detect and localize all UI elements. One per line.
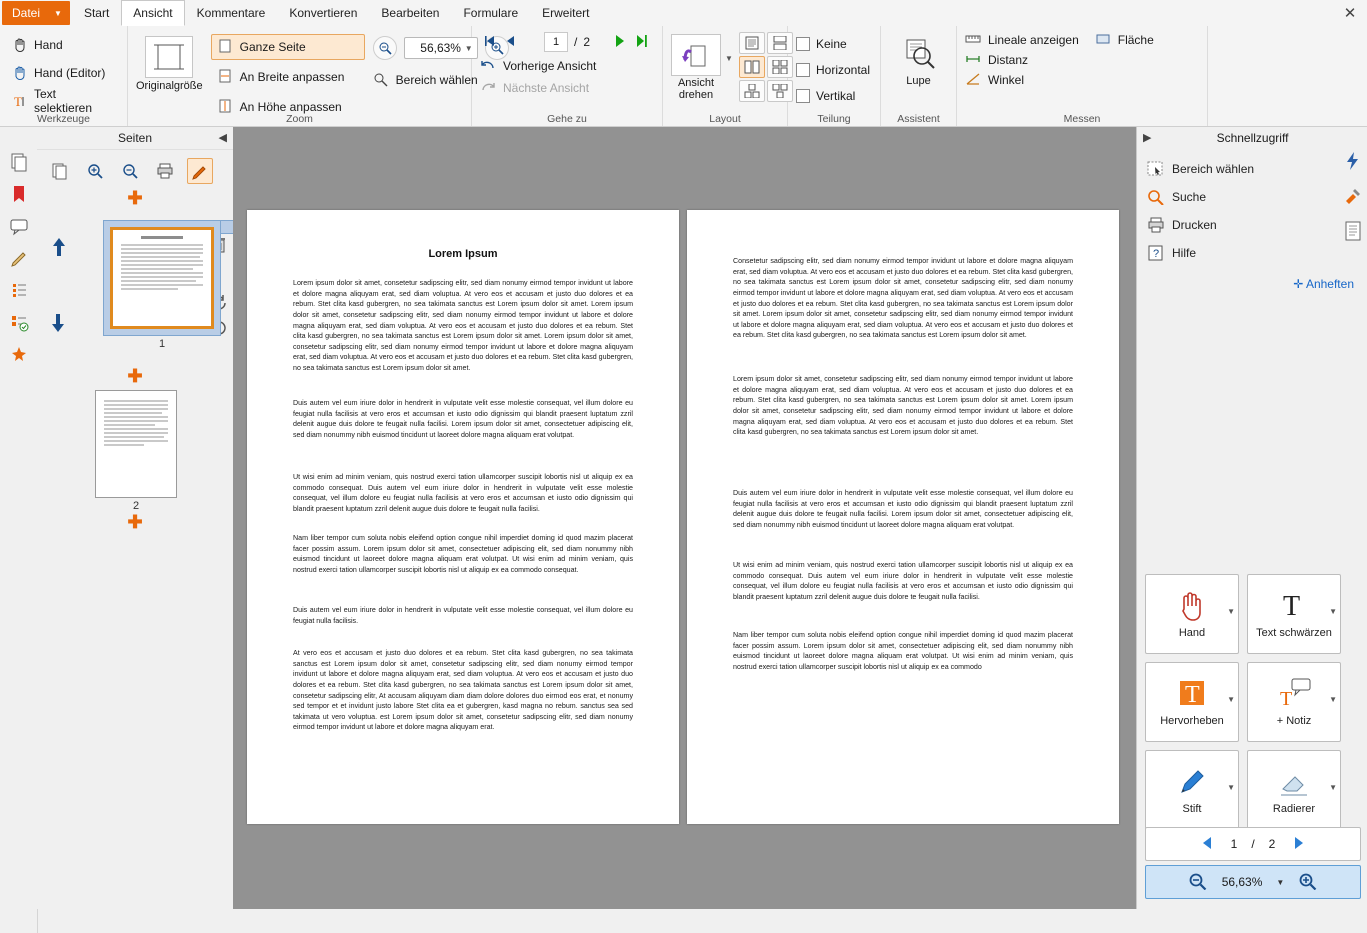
menu-item-erweitert[interactable] — [530, 0, 601, 26]
edit-pages-icon[interactable] — [187, 158, 213, 184]
page2-paragraph-3: Duis autem vel eum iriure dolor in hendrerit in vulputate velit esse molestie consequat, vel illum dolore eu feugiat nulla facilisis at vero eros et accumsan et iusto odio dignissim qui blandit praesent luptatum zzril delenit augue duis dolore te feugait nulla facilisi. Lorem ipsum dolor sit amet, consectetuer adipiscing elit, sed diam nonummy nibh euismod tincidunt ut laoreet dolore magna aliquam erat volutpat. — [733, 489, 1073, 529]
thumbnail-page-1[interactable] — [103, 220, 221, 336]
tile-hervorheben-label: Hervorheben — [1160, 715, 1224, 727]
angle-icon — [965, 72, 981, 88]
comments-panel-icon[interactable] — [8, 215, 30, 237]
menu-item-kommentare-label: Kommentare — [196, 6, 266, 20]
rotate-view-label-2: drehen — [678, 89, 714, 101]
last-page-button[interactable] — [634, 33, 650, 52]
show-rulers-option[interactable] — [965, 32, 1079, 48]
ribbon-group-layout-label: Layout — [709, 113, 741, 125]
quick-zoom-in-button[interactable] — [1298, 872, 1318, 893]
print-icon[interactable] — [152, 158, 178, 184]
next-page-button[interactable] — [612, 33, 628, 52]
thumbnail-page-2[interactable] — [95, 390, 177, 498]
menu-item-ansicht-label: Ansicht — [133, 6, 173, 20]
previous-page-button[interactable] — [504, 34, 518, 51]
menu-item-bearbeiten-label: Bearbeiten — [381, 6, 440, 20]
quick-zoom-out-button[interactable] — [1188, 872, 1208, 893]
quick-item-bereich-waehlen-label: Bereich wählen — [1172, 162, 1255, 176]
page-total: 2 — [583, 35, 591, 49]
move-page-up-button[interactable] — [51, 236, 67, 263]
menu-item-formulare[interactable] — [451, 0, 530, 26]
chevron-down-icon[interactable]: ▼ — [1329, 607, 1337, 616]
page-current-input[interactable]: 1 — [544, 32, 568, 52]
tile-text-schwaerzen[interactable] — [1247, 574, 1341, 654]
lightning-icon[interactable] — [1344, 151, 1362, 174]
ribbon-group-layout — [663, 26, 788, 126]
tool-text-select-label: Text selektieren — [34, 87, 93, 115]
view-whole-page-button[interactable] — [211, 34, 365, 60]
area-tool[interactable] — [1095, 32, 1154, 48]
select-area-icon — [1147, 161, 1163, 177]
quick-zoom-value[interactable]: 56,63% — [1221, 875, 1263, 889]
document-page-1[interactable] — [247, 210, 679, 824]
tool-hand-editor[interactable] — [8, 60, 119, 86]
document-viewport[interactable] — [233, 127, 1136, 909]
quick-access-header — [1137, 127, 1367, 149]
checkbox-icon[interactable] — [796, 37, 810, 51]
quick-access-panel — [1136, 127, 1367, 909]
page1-paragraph-3: Ut wisi enim ad minim veniam, quis nostrud exerci tation ullamcorper suscipit lobortis nisl ut aliquip ex ea commodo consequat. Duis autem vel eum iriure dolor in hendrerit in vulputate velit esse molestie consequat, vel illum dolore eu feugiat nulla facilisis at vero eros et accumsan et iusto odio dignissim qui blandit praesent luptatum zzril delenit augue duis dolore te feugait nulla facilisi. — [293, 473, 633, 513]
tool-hand-editor-label: Hand (Editor) — [34, 66, 106, 80]
previous-view-label[interactable]: Vorherige Ansicht — [503, 59, 597, 73]
menu-item-konvertieren[interactable] — [277, 0, 369, 26]
quick-page-navigator — [1145, 827, 1361, 861]
menu-item-start[interactable] — [72, 0, 121, 26]
thumbnail-page-1-number: 1 — [158, 338, 166, 350]
page2-paragraph-5: Nam liber tempor cum soluta nobis eleifend option congue nihil imperdiet doming id quod mazim placerat facer possim assum. Lorem ipsum dolor sit amet, consectetuer adipiscing elit, sed diam nonummy nibh euismod tincidunt ut laoreet dolore magna aliquam erat volutpat. Ut wisi enim ad minim veniam, quis nostrud exerci tation ullamcorper suscipit lobortis nisl ut aliquip ex ea commodo — [733, 631, 1073, 671]
menu-item-ansicht[interactable] — [121, 0, 184, 26]
signature-panel-icon[interactable] — [8, 247, 30, 269]
menu-item-erweitert-label: Erweitert — [542, 6, 590, 20]
menu-item-start-label: Start — [83, 6, 110, 20]
menu-item-formulare-label: Formulare — [463, 6, 519, 20]
bookmarks-panel-icon[interactable] — [8, 183, 30, 205]
menu-item-kommentare[interactable] — [185, 0, 278, 26]
svg-text:T: T — [14, 94, 22, 109]
page1-paragraph-6: At vero eos et accusam et justo duo dolores et ea rebum. Stet clita kasd gubergren, no sea takimata sanctus est Lorem ipsum dolor sit amet, consetetur sadipscing elitr, sed diam nonumy eirmod tempor invidunt ut labore et dolore magna aliquyam erat, sed diam voluptua. At vero eos et accusam et justo duo dolores et ea rebum. Stet clita kasd gubergren, no sea takimata sanctus est Lorem ipsum dolor sit amet, consetetur sadipscing elitr, At accusam aliquyam diam diam dolore dolores duo eirmod eos erat, et nonumy sed tempor et et invidunt justo labore Stet clita ea et gubergren, kasd magna no rebum. sanctus sea sed takimata ut vero voluptua. est Lorem ipsum dolor sit amet, consetetur sadipscing elitr, sed diam nonumy eirmod tempor invidunt ut labore et dolore magna aliquyam erat. — [293, 649, 633, 732]
chevron-down-icon[interactable]: ▼ — [1227, 695, 1235, 704]
document-page-2[interactable] — [687, 210, 1119, 824]
area-label: Fläche — [1117, 33, 1154, 47]
distance-label: Distanz — [988, 53, 1029, 67]
layout-cover-button[interactable] — [739, 80, 765, 102]
pin-button[interactable]: ✛ Anheften — [1293, 277, 1354, 291]
menu-item-datei[interactable] — [2, 1, 70, 25]
help-icon — [1147, 245, 1163, 261]
quick-page-current[interactable]: 1 — [1230, 837, 1238, 851]
whole-page-icon — [218, 39, 234, 55]
document-title: Lorem Ipsum — [428, 248, 498, 260]
pages-panel-toolbar — [37, 150, 233, 184]
pages-panel-header — [37, 127, 233, 150]
area-icon — [1095, 32, 1111, 48]
svg-text:?: ? — [1153, 248, 1160, 260]
copy-icon[interactable] — [47, 158, 73, 184]
rotate-view-label-1: Ansicht — [677, 77, 715, 89]
quick-access-tiles — [1145, 574, 1361, 830]
tool-hand[interactable] — [8, 32, 119, 58]
tile-hand-label: Hand — [1178, 627, 1206, 639]
page1-paragraph-2: Duis autem vel eum iriure dolor in hendrerit in vulputate velit esse molestie consequat, vel illum dolore eu feugiat nulla facilisis at vero eros et accumsan et iusto odio dignissim qui blandit praesent luptatum zzril delenit augue duis dolore te feugait nulla facilisi. Lorem ipsum dolor sit amet, consectetuer adipiscing elit, sed diam nonummy nibh euismod tincidunt ut laoreet dolore magna aliquam erat volutpat. — [293, 399, 633, 439]
tile-hand[interactable] — [1145, 574, 1239, 654]
page1-paragraph-1: Lorem ipsum dolor sit amet, consetetur sadipscing elitr, sed diam nonumy eirmod tempor invidunt ut labore et dolore magna aliquyam erat, sed diam voluptua. At vero eos et accusam et justo duo dolores et ea rebum. Stet clita kasd gubergren, no sea takimata sanctus est Lorem ipsum dolor sit amet. Lorem ipsum dolor sit amet, consetetur sadipscing elitr, sed diam nonumy eirmod tempor invidunt ut labore et dolore magna aliquyam erat, sed diam voluptua. At vero eos et accusam et justo duo dolores et ea rebum. Stet clita kasd gubergren, no sea takimata sanctus est Lorem ipsum dolor sit amet. Lorem ipsum dolor sit amet, consetetur sadipscing elitr, sed diam nonumy eirmod tempor invidunt ut labore et dolore magna aliquyam erat, sed diam voluptua. At vero eos et accusam et justo duo dolores et ea rebum. Stet clita kasd gubergren, no sea takimata sanctus est Lorem ipsum dolor sit amet. — [293, 279, 633, 373]
quick-zoom-control — [1145, 865, 1361, 899]
tile-notiz-label: + Notiz — [1276, 715, 1312, 727]
hand-editor-icon — [12, 65, 28, 81]
chevron-down-icon: ▼ — [464, 43, 473, 53]
layers-panel-icon[interactable] — [8, 279, 30, 301]
quick-item-drucken-label: Drucken — [1172, 218, 1217, 232]
quick-page-separator: / — [1251, 837, 1255, 851]
page2-paragraph-2: Lorem ipsum dolor sit amet, consetetur sadipscing elitr, sed diam nonumy eirmod tempor invidunt ut labore et dolore magna aliquyam erat, sed diam voluptua. At vero eos et accusam et justo duo dolores et ea rebum. Stet clita kasd gubergren, no sea takimata sanctus est Lorem ipsum dolor sit amet. Lorem ipsum dolor sit amet, consetetur sadipscing elitr, sed diam nonumy eirmod tempor invidunt ut labore et dolore magna aliquyam erat, sed diam voluptua. At vero eos et accusam et justo duo dolores et ea rebum. Stet clita kasd gubergren, no sea takimata sanctus est Lorem ipsum dolor sit amet. — [733, 375, 1073, 437]
expand-panel-icon[interactable]: ▶ — [1143, 132, 1152, 144]
quick-item-drucken[interactable] — [1147, 211, 1367, 239]
chevron-down-icon[interactable]: ▼ — [1227, 783, 1235, 792]
tile-radierer[interactable] — [1247, 750, 1341, 830]
fit-width-icon — [218, 69, 234, 85]
quick-item-suche-label: Suche — [1172, 190, 1207, 204]
svg-text:T: T — [1283, 591, 1301, 622]
distance-icon — [965, 52, 981, 68]
quick-item-bereich-waehlen[interactable] — [1147, 155, 1367, 183]
svg-text:T: T — [1280, 688, 1293, 710]
zoom-level-input[interactable] — [404, 37, 478, 59]
split-none-option[interactable] — [796, 32, 872, 56]
ribbon-group-messen — [957, 26, 1208, 126]
angle-label: Winkel — [988, 73, 1025, 87]
thumbnails-panel-icon[interactable] — [8, 151, 30, 173]
close-icon[interactable]: ✕ — [1343, 5, 1357, 22]
checkbox-icon[interactable] — [796, 89, 810, 103]
collapse-panel-icon[interactable]: ◀ — [218, 132, 227, 144]
chevron-down-icon[interactable]: ▼ — [1276, 877, 1285, 887]
quick-item-hilfe-label: Hilfe — [1172, 246, 1197, 260]
chevron-down-icon[interactable]: ▼ — [1329, 783, 1337, 792]
fit-width-label: An Breite anpassen — [239, 70, 345, 84]
checkbox-icon[interactable] — [796, 63, 810, 77]
quick-page-total: 2 — [1268, 837, 1276, 851]
ribbon-group-zoom — [128, 26, 478, 126]
quick-item-hilfe[interactable] — [1147, 239, 1367, 267]
stamps-panel-icon[interactable] — [8, 343, 30, 365]
chevron-down-icon: ▼ — [54, 8, 62, 18]
next-view-icon — [480, 80, 496, 96]
loupe-label: Lupe — [906, 75, 931, 87]
ribbon-group-werkzeuge — [0, 26, 128, 126]
quick-next-page-button[interactable] — [1289, 835, 1307, 854]
quick-access-title: Schnellzugriff — [1216, 131, 1289, 145]
ribbon-group-gehe-zu — [472, 26, 663, 126]
split-vertical-option[interactable] — [796, 84, 872, 108]
search-icon — [1147, 189, 1163, 205]
chevron-down-icon[interactable]: ▼ — [725, 54, 733, 63]
zoom-out-button[interactable] — [373, 36, 397, 60]
add-page-top[interactable]: ✚ — [127, 188, 143, 208]
tool-text-select[interactable] — [8, 88, 119, 114]
left-sidebar-rail — [0, 127, 38, 933]
fit-height-label: An Höhe anpassen — [239, 100, 342, 114]
add-page-middle[interactable]: ✚ — [127, 366, 143, 386]
hand-icon — [12, 37, 28, 53]
tile-hervorheben[interactable] — [1145, 662, 1239, 742]
move-page-down-button[interactable] — [50, 310, 66, 337]
thumbnail-page-2-number: 2 — [132, 500, 140, 512]
pages-panel — [37, 127, 234, 909]
page-separator: / — [574, 35, 578, 49]
loupe-button[interactable] — [901, 36, 937, 73]
tools-icon[interactable] — [1343, 186, 1363, 209]
previous-view-icon — [480, 58, 496, 74]
text-select-icon — [12, 93, 28, 109]
ribbon-group-messen-label: Messen — [1063, 113, 1101, 125]
menu-bar — [0, 0, 1367, 27]
quick-item-suche[interactable] — [1147, 183, 1367, 211]
view-whole-page-label: Ganze Seite — [239, 40, 306, 54]
page2-paragraph-4: Ut wisi enim ad minim veniam, quis nostrud exerci tation ullamcorper suscipit lobortis nisl ut aliquip ex ea commodo consequat. Duis autem vel eum iriure dolor in hendrerit in vulputate velit esse molestie consequat, vel illum dolore eu feugiat nulla facilisis at vero eros et accumsan et iusto odio dignissim qui blandit praesent luptatum zzril delenit augue duis dolore te feugait nulla facilisi. — [733, 561, 1073, 601]
split-none-label: Keine — [816, 37, 847, 51]
zoom-level-value: 56,63% — [420, 41, 461, 55]
tile-radierer-label: Radierer — [1272, 803, 1316, 815]
attachments-panel-icon[interactable] — [8, 311, 30, 333]
fit-width-button[interactable] — [211, 64, 365, 90]
split-horizontal-option[interactable] — [796, 58, 872, 82]
split-vertical-label: Vertikal — [816, 89, 856, 103]
ribbon-group-assistent — [881, 26, 957, 126]
quick-access-side-icons — [1338, 151, 1367, 244]
page2-paragraph-1: Consetetur sadipscing elitr, sed diam nonumy eirmod tempor invidunt ut labore et dolore magna aliquyam erat, sed diam voluptua. At vero eos et accusam et justo duo dolores et ea rebum. Stet clita kasd gubergren, no sea takimata sanctus est Lorem ipsum dolor sit amet, consetetur sadipscing elitr, sed diam nonumy eirmod tempor invidunt ut labore et dolore magna aliquyam erat, sed diam voluptua. At vero eos et accusam et justo duo dolores et ea rebum. Stet clita kasd gubergren, no sea takimata sanctus est Lorem ipsum dolor sit amet. Lorem ipsum dolor sit amet, consetetur sadipscing elitr, sed diam nonumy eirmod tempor invidunt ut labore et dolore magna aliquyam erat, sed diam voluptua. At vero eos et accusam et justo duo dolores et ea rebum. Stet clita kasd gubergren, no sea takimata sanctus est Lorem ipsum dolor sit amet. — [733, 257, 1073, 340]
original-size-icon[interactable] — [145, 36, 193, 78]
next-view-label: Nächste Ansicht — [503, 81, 590, 95]
ribbon-group-teilung-label: Teilung — [817, 113, 851, 125]
chevron-down-icon[interactable]: ▼ — [1227, 607, 1235, 616]
tool-hand-label: Hand — [34, 38, 63, 52]
tile-notiz[interactable] — [1247, 662, 1341, 742]
ribbon-group-werkzeuge-label: Werkzeuge — [37, 113, 90, 125]
tile-stift-label: Stift — [1182, 803, 1202, 815]
distance-tool[interactable] — [965, 52, 1079, 68]
add-page-bottom[interactable]: ✚ — [127, 512, 143, 532]
pages-panel-title: Seiten — [117, 131, 153, 145]
print-icon — [1147, 217, 1163, 233]
chevron-down-icon[interactable]: ▼ — [1329, 695, 1337, 704]
split-horizontal-label: Horizontal — [816, 63, 871, 77]
zoom-in-icon[interactable] — [82, 158, 108, 184]
layout-two-page-button[interactable] — [739, 56, 765, 78]
menu-item-datei-label: Datei — [12, 6, 41, 20]
select-area-label: Bereich wählen — [395, 73, 478, 87]
quick-previous-page-button[interactable] — [1199, 835, 1217, 854]
ribbon-group-assistent-label: Assistent — [897, 113, 940, 125]
ribbon-toolbar — [0, 26, 1367, 127]
ribbon-group-teilung — [788, 26, 881, 126]
original-size-label: Originalgröße — [136, 80, 203, 92]
ruler-icon — [965, 32, 981, 48]
first-page-button[interactable] — [482, 34, 498, 51]
angle-tool[interactable] — [965, 72, 1079, 88]
tile-text-schwaerzen-label: Text schwärzen — [1256, 627, 1332, 639]
menu-item-konvertieren-label: Konvertieren — [289, 6, 358, 20]
svg-text:T: T — [1185, 682, 1200, 708]
layout-single-page-button[interactable] — [739, 32, 765, 54]
select-area-icon — [373, 72, 389, 88]
ribbon-group-filler — [1208, 26, 1367, 126]
rotate-view-button[interactable] — [671, 34, 721, 76]
menu-item-bearbeiten[interactable] — [369, 0, 451, 26]
ribbon-group-zoom-label: Zoom — [286, 113, 313, 125]
show-rulers-label: Lineale anzeigen — [988, 33, 1079, 47]
zoom-out-icon[interactable] — [117, 158, 143, 184]
list-icon[interactable] — [1344, 221, 1362, 244]
page1-paragraph-4: Nam liber tempor cum soluta nobis eleifend option congue nihil imperdiet doming id quod mazim placerat facer possim assum. Lorem ipsum dolor sit amet, consectetuer adipiscing elit, sed diam nonummy nibh euismod tincidunt ut laoreet dolore magna aliquam erat volutpat. Ut wisi enim ad minim veniam, quis nostrud exerci tation ullamcorper suscipit lobortis nisl ut aliquip ex ea commodo consequat. — [293, 534, 633, 574]
tile-stift[interactable] — [1145, 750, 1239, 830]
page1-paragraph-5: Duis autem vel eum iriure dolor in hendrerit in vulputate velit esse molestie consequat, vel illum dolore eu feugiat nulla facilisis. — [293, 606, 633, 625]
ribbon-group-gehe-zu-label: Gehe zu — [547, 113, 587, 125]
quick-access-list — [1137, 149, 1367, 267]
